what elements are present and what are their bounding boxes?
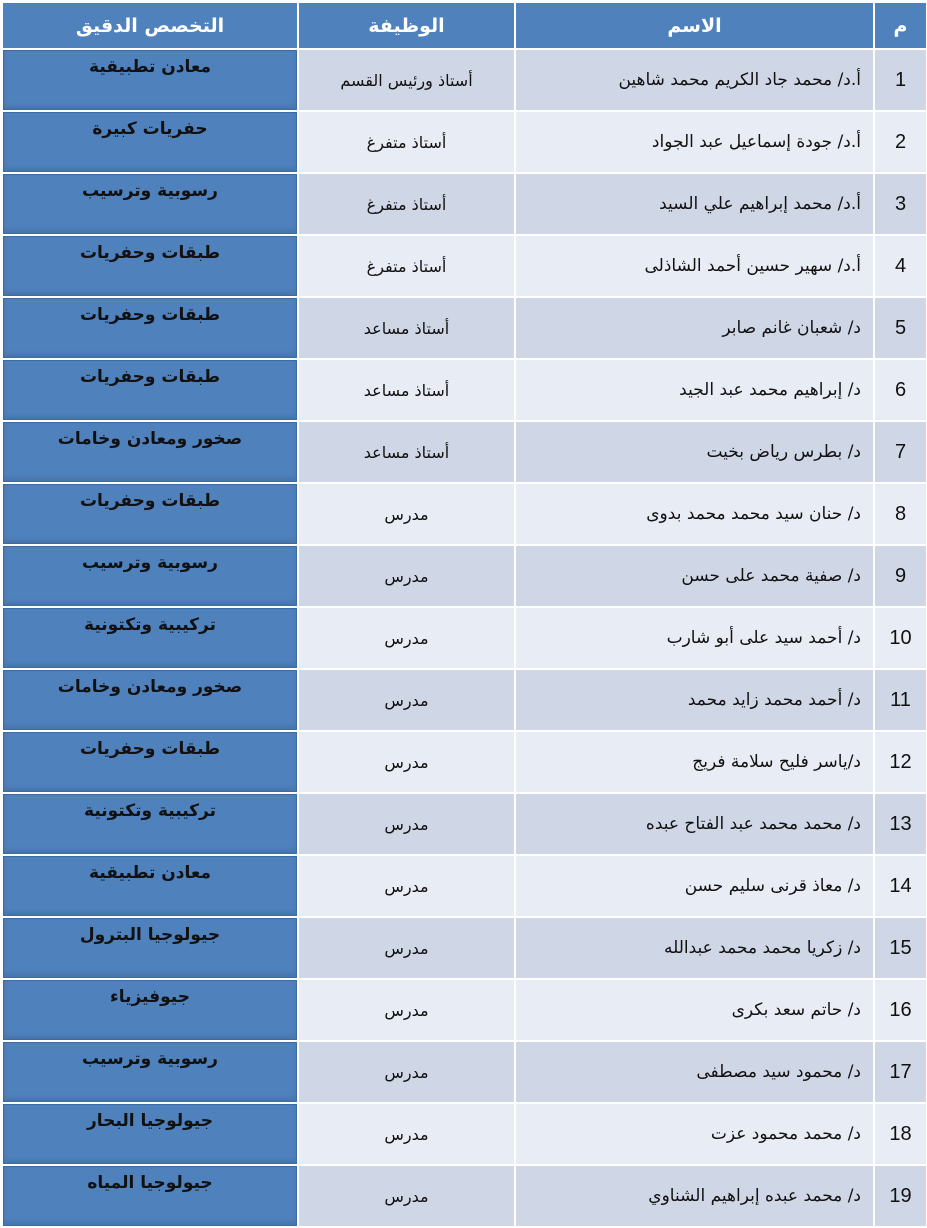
row-number: 16 xyxy=(875,980,926,1040)
row-number: 5 xyxy=(875,298,926,358)
header-num: م xyxy=(875,3,926,48)
row-specialty: معادن تطبيقية xyxy=(3,856,297,916)
row-job: أستاذ متفرغ xyxy=(299,174,514,234)
row-number: 14 xyxy=(875,856,926,916)
row-job: مدرس xyxy=(299,546,514,606)
row-specialty: رسوبية وترسيب xyxy=(3,174,297,234)
row-name: د/ إبراهيم محمد عبد الجيد xyxy=(516,360,873,420)
row-number: 10 xyxy=(875,608,926,668)
row-name: د/ياسر فليح سلامة فريج xyxy=(516,732,873,792)
row-number: 4 xyxy=(875,236,926,296)
row-job: أستاذ متفرغ xyxy=(299,236,514,296)
row-number: 18 xyxy=(875,1104,926,1164)
row-job: مدرس xyxy=(299,732,514,792)
table-row xyxy=(3,1104,926,1164)
table-row xyxy=(3,360,926,420)
row-number: 19 xyxy=(875,1166,926,1226)
row-job: مدرس xyxy=(299,918,514,978)
row-number: 2 xyxy=(875,112,926,172)
table-row xyxy=(3,484,926,544)
row-specialty: جيوفيزياء xyxy=(3,980,297,1040)
table-row xyxy=(3,174,926,234)
row-job: أستاذ مساعد xyxy=(299,298,514,358)
row-name: د/ محمد محمود عزت xyxy=(516,1104,873,1164)
table-body xyxy=(3,50,926,1226)
row-specialty: صخور ومعادن وخامات xyxy=(3,422,297,482)
row-job: أستاذ متفرغ xyxy=(299,112,514,172)
row-number: 3 xyxy=(875,174,926,234)
header-row xyxy=(3,3,926,48)
header-job: الوظيفة xyxy=(299,3,514,48)
row-job: مدرس xyxy=(299,856,514,916)
row-job: مدرس xyxy=(299,608,514,668)
row-name: د/ شعبان غانم صابر xyxy=(516,298,873,358)
table-row xyxy=(3,298,926,358)
row-job: مدرس xyxy=(299,1042,514,1102)
table-row xyxy=(3,608,926,668)
row-specialty: طبقات وحفريات xyxy=(3,484,297,544)
row-name: أ.د/ سهير حسين أحمد الشاذلى xyxy=(516,236,873,296)
row-specialty: حفريات كبيرة xyxy=(3,112,297,172)
table-row xyxy=(3,236,926,296)
row-specialty: تركيبية وتكتونية xyxy=(3,608,297,668)
row-number: 6 xyxy=(875,360,926,420)
row-specialty: رسوبية وترسيب xyxy=(3,1042,297,1102)
row-number: 1 xyxy=(875,50,926,110)
row-specialty: طبقات وحفريات xyxy=(3,732,297,792)
row-number: 17 xyxy=(875,1042,926,1102)
row-number: 15 xyxy=(875,918,926,978)
table-row xyxy=(3,856,926,916)
table-row xyxy=(3,918,926,978)
row-number: 13 xyxy=(875,794,926,854)
row-job: أستاذ مساعد xyxy=(299,360,514,420)
staff-table xyxy=(1,1,927,1228)
row-name: د/ محمد محمد عبد الفتاح عبده xyxy=(516,794,873,854)
row-specialty: معادن تطبيقية xyxy=(3,50,297,110)
table-row xyxy=(3,1042,926,1102)
row-name: أ.د/ محمد إبراهيم علي السيد xyxy=(516,174,873,234)
row-specialty: طبقات وحفريات xyxy=(3,298,297,358)
row-specialty: رسوبية وترسيب xyxy=(3,546,297,606)
row-name: د/ صفية محمد على حسن xyxy=(516,546,873,606)
row-job: أستاذ مساعد xyxy=(299,422,514,482)
row-specialty: جيولوجيا البحار xyxy=(3,1104,297,1164)
row-number: 9 xyxy=(875,546,926,606)
row-name: د/ محمود سيد مصطفى xyxy=(516,1042,873,1102)
table-row xyxy=(3,732,926,792)
row-name: د/ حنان سيد محمد محمد بدوى xyxy=(516,484,873,544)
row-job: مدرس xyxy=(299,794,514,854)
row-job: مدرس xyxy=(299,1166,514,1226)
row-specialty: جيولوجيا البترول xyxy=(3,918,297,978)
row-name: أ.د/ جودة إسماعيل عبد الجواد xyxy=(516,112,873,172)
table-row xyxy=(3,422,926,482)
table-row xyxy=(3,670,926,730)
row-specialty: طبقات وحفريات xyxy=(3,360,297,420)
table-row xyxy=(3,546,926,606)
row-number: 7 xyxy=(875,422,926,482)
row-name: د/ زكريا محمد محمد عبدالله xyxy=(516,918,873,978)
row-job: مدرس xyxy=(299,484,514,544)
row-job: أستاذ ورئيس القسم xyxy=(299,50,514,110)
row-job: مدرس xyxy=(299,980,514,1040)
row-specialty: طبقات وحفريات xyxy=(3,236,297,296)
row-name: د/ حاتم سعد بكرى xyxy=(516,980,873,1040)
row-name: د/ أحمد محمد زايد محمد xyxy=(516,670,873,730)
header-spec: التخصص الدقيق xyxy=(3,3,297,48)
table-row xyxy=(3,980,926,1040)
row-specialty: تركيبية وتكتونية xyxy=(3,794,297,854)
row-name: د/ بطرس رياض بخيت xyxy=(516,422,873,482)
row-name: د/ محمد عبده إبراهيم الشناوي xyxy=(516,1166,873,1226)
row-name: د/ أحمد سيد على أبو شارب xyxy=(516,608,873,668)
table-row xyxy=(3,112,926,172)
table-row xyxy=(3,794,926,854)
row-name: د/ معاذ قرنى سليم حسن xyxy=(516,856,873,916)
row-number: 11 xyxy=(875,670,926,730)
row-specialty: جيولوجيا المياه xyxy=(3,1166,297,1226)
row-number: 12 xyxy=(875,732,926,792)
row-number: 8 xyxy=(875,484,926,544)
row-job: مدرس xyxy=(299,1104,514,1164)
header-name: الاسم xyxy=(516,3,873,48)
row-name: أ.د/ محمد جاد الكريم محمد شاهين xyxy=(516,50,873,110)
row-specialty: صخور ومعادن وخامات xyxy=(3,670,297,730)
row-job: مدرس xyxy=(299,670,514,730)
table-row xyxy=(3,1166,926,1226)
table-row xyxy=(3,50,926,110)
